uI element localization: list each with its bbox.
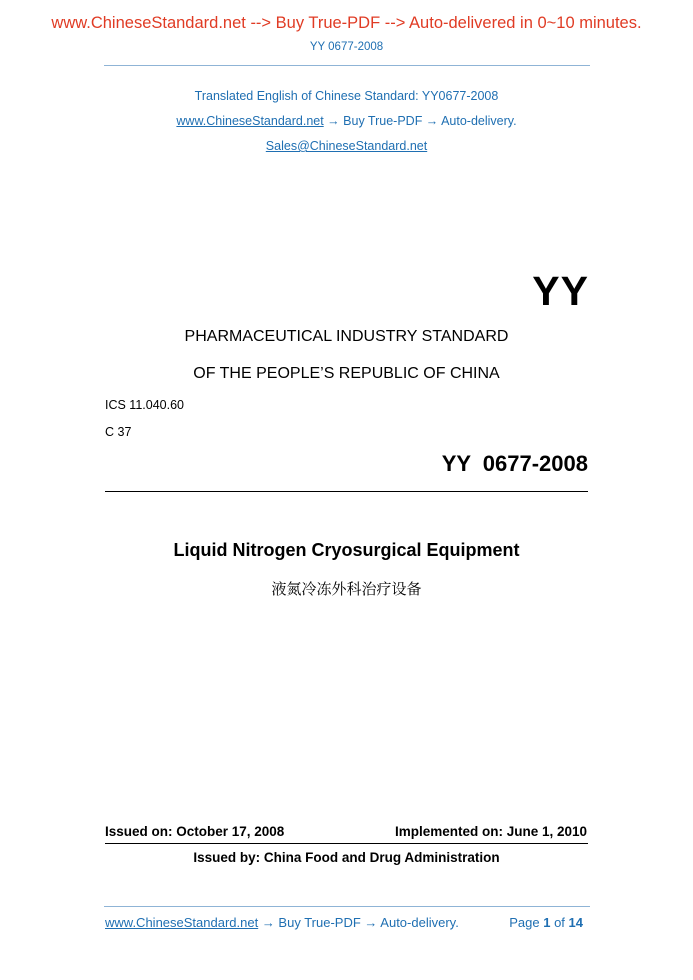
industry-standard-title: PHARMACEUTICAL INDUSTRY STANDARD [184, 328, 509, 345]
footer-purchase-text: → Buy True-PDF → Auto-delivery. [258, 915, 459, 930]
page-indicator [509, 915, 583, 930]
standard-code-mark: YY [532, 268, 589, 314]
site-link[interactable]: www.ChineseStandard.net [176, 114, 324, 128]
document-title-en: Liquid Nitrogen Cryosurgical Equipment [173, 540, 520, 560]
standard-number-divider [105, 491, 588, 492]
document-title-zh: 液氮冷冻外科治疗设备 [271, 580, 422, 598]
country-title: OF THE PEOPLE’S REPUBLIC OF CHINA [193, 365, 500, 382]
of-label: of [554, 915, 565, 930]
email-line [0, 139, 693, 153]
footer-purchase-line [105, 915, 459, 930]
issued-on: Issued on: October 17, 2008 [105, 824, 285, 839]
ccs-code: C 37 [105, 425, 132, 439]
ics-code: ICS 11.040.60 [105, 398, 184, 412]
footer-site-link[interactable]: www.ChineseStandard.net [105, 915, 259, 930]
header-standard-ref: YY 0677-2008 [309, 41, 384, 53]
issued-by: Issued by: China Food and Drug Administration [193, 850, 500, 865]
purchase-text: → Buy True-PDF → Auto-delivery. [323, 114, 517, 128]
header-divider [104, 65, 590, 66]
sales-email-link[interactable]: Sales@ChineseStandard.net [265, 139, 428, 153]
page-label: Page [509, 915, 540, 930]
translation-note: Translated English of Chinese Standard: YY0677-2008 [194, 89, 499, 103]
purchase-line [0, 114, 693, 128]
footer-divider [104, 906, 590, 907]
implemented-on: Implemented on: June 1, 2010 [394, 824, 587, 839]
page-total: 14 [568, 915, 583, 930]
top-banner[interactable]: www.ChineseStandard.net --> Buy True-PDF --> Auto-delivered in 0~10 minutes. [51, 14, 642, 32]
page-number: 1 [543, 915, 551, 930]
issue-divider [105, 843, 588, 844]
standard-number: YY 0677-2008 [441, 451, 588, 476]
